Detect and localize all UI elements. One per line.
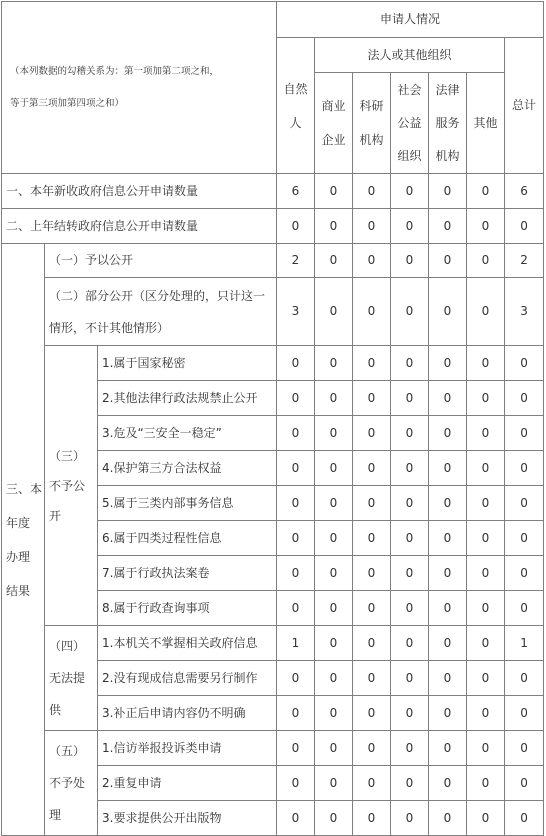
cell-value: 0 xyxy=(353,591,391,626)
cell-value: 1 xyxy=(505,626,544,661)
cell-value: 0 xyxy=(277,696,315,731)
table-row xyxy=(2,278,544,346)
row-label: 二、上年结转政府信息公开申请数量 xyxy=(2,209,277,244)
cell-value: 0 xyxy=(429,696,467,731)
table-row xyxy=(2,346,544,381)
cell-value: 0 xyxy=(315,521,353,556)
cell-value: 0 xyxy=(391,801,429,836)
cell-value: 0 xyxy=(505,766,544,801)
cell-value: 0 xyxy=(391,244,429,278)
cell-value: 0 xyxy=(467,209,505,244)
legal-service-org-header: 法律 服务 机构 xyxy=(429,73,467,174)
government-info-disclosure-table xyxy=(1,1,544,836)
cell-value: 0 xyxy=(429,731,467,766)
cell-value: 0 xyxy=(467,381,505,416)
cell-value: 0 xyxy=(505,451,544,486)
cell-value: 0 xyxy=(429,278,467,346)
row-label: 1.属于国家秘密 xyxy=(98,346,277,381)
cell-value: 0 xyxy=(505,556,544,591)
cell-value: 0 xyxy=(467,346,505,381)
cell-value: 0 xyxy=(505,801,544,836)
row-label: （二）部分公开（区分处理的，只计这一 情形，不计其他情形） xyxy=(45,278,277,346)
cell-value: 0 xyxy=(391,209,429,244)
cell-value: 3 xyxy=(505,278,544,346)
cell-value: 0 xyxy=(391,381,429,416)
cell-value: 0 xyxy=(429,626,467,661)
cell-value: 0 xyxy=(505,486,544,521)
natural-person-header: 自然 人 xyxy=(277,38,315,174)
research-institution-header: 科研 机构 xyxy=(353,73,391,174)
cell-value: 0 xyxy=(391,521,429,556)
cell-value: 0 xyxy=(467,278,505,346)
cell-value: 0 xyxy=(391,661,429,696)
cell-value: 0 xyxy=(353,209,391,244)
cell-value: 0 xyxy=(429,521,467,556)
cell-value: 0 xyxy=(467,626,505,661)
cell-value: 0 xyxy=(429,244,467,278)
cell-value: 0 xyxy=(353,521,391,556)
cell-value: 0 xyxy=(391,556,429,591)
cell-value: 0 xyxy=(429,174,467,209)
cell-value: 3 xyxy=(277,278,315,346)
cell-value: 0 xyxy=(505,731,544,766)
cell-value: 2 xyxy=(277,244,315,278)
cell-value: 0 xyxy=(391,451,429,486)
row-label: （一）予以公开 xyxy=(45,244,277,278)
cell-value: 0 xyxy=(277,486,315,521)
cell-value: 0 xyxy=(391,174,429,209)
cell-value: 0 xyxy=(391,766,429,801)
cell-value: 0 xyxy=(353,766,391,801)
cell-value: 0 xyxy=(315,209,353,244)
row-label: 4.保护第三方合法权益 xyxy=(98,451,277,486)
cell-value: 0 xyxy=(505,209,544,244)
cell-value: 0 xyxy=(391,731,429,766)
cell-value: 0 xyxy=(467,174,505,209)
cell-value: 0 xyxy=(315,486,353,521)
cell-value: 0 xyxy=(277,731,315,766)
cell-value: 0 xyxy=(315,244,353,278)
table-row xyxy=(2,209,544,244)
cell-value: 0 xyxy=(505,591,544,626)
cell-value: 0 xyxy=(429,801,467,836)
cell-value: 0 xyxy=(353,278,391,346)
cell-value: 0 xyxy=(467,591,505,626)
cell-value: 0 xyxy=(315,766,353,801)
cell-value: 0 xyxy=(315,661,353,696)
cell-value: 0 xyxy=(429,209,467,244)
cell-value: 0 xyxy=(315,801,353,836)
cell-value: 0 xyxy=(429,416,467,451)
cell-value: 0 xyxy=(315,278,353,346)
cell-value: 0 xyxy=(391,591,429,626)
row-label: 6.属于四类过程性信息 xyxy=(98,521,277,556)
cell-value: 0 xyxy=(353,801,391,836)
cell-value: 0 xyxy=(315,416,353,451)
cell-value: 0 xyxy=(429,486,467,521)
cell-value: 0 xyxy=(353,731,391,766)
cell-value: 0 xyxy=(315,626,353,661)
cell-value: 0 xyxy=(277,591,315,626)
cell-value: 0 xyxy=(467,486,505,521)
cell-value: 0 xyxy=(277,381,315,416)
cell-value: 6 xyxy=(277,174,315,209)
cell-value: 0 xyxy=(505,381,544,416)
cell-value: 0 xyxy=(277,346,315,381)
cell-value: 0 xyxy=(467,451,505,486)
cell-value: 0 xyxy=(315,731,353,766)
cell-value: 0 xyxy=(467,731,505,766)
total-header: 总计 xyxy=(505,38,544,174)
row-label: 1.信访举报投诉类申请 xyxy=(98,731,277,766)
row-label: 1.本机关不掌握相关政府信息 xyxy=(98,626,277,661)
cell-value: 0 xyxy=(315,556,353,591)
column-relation-note: （本列数据的勾稽关系为：第一项加第二项之和， 等于第三项加第四项之和） xyxy=(2,2,277,174)
section3-label: 三、本 年度 办理 结果 xyxy=(2,244,45,836)
row-label: 3.补正后申请内容仍不明确 xyxy=(98,696,277,731)
row-label: 8.属于行政查询事项 xyxy=(98,591,277,626)
cell-value: 0 xyxy=(277,766,315,801)
cell-value: 0 xyxy=(277,416,315,451)
cell-value: 0 xyxy=(467,801,505,836)
social-welfare-org-header: 社会 公益 组织 xyxy=(391,73,429,174)
table-row xyxy=(2,731,544,766)
cell-value: 0 xyxy=(429,346,467,381)
row-label: 2.重复申请 xyxy=(98,766,277,801)
cell-value: 0 xyxy=(277,451,315,486)
cell-value: 0 xyxy=(315,451,353,486)
cell-value: 0 xyxy=(353,451,391,486)
cell-value: 0 xyxy=(391,346,429,381)
cell-value: 0 xyxy=(429,661,467,696)
row-label: 2.其他法律行政法规禁止公开 xyxy=(98,381,277,416)
other-org-header: 其他 xyxy=(467,73,505,174)
cell-value: 0 xyxy=(353,661,391,696)
cell-value: 0 xyxy=(391,696,429,731)
cell-value: 0 xyxy=(277,801,315,836)
group4-label: （四） 无法提 供 xyxy=(45,626,98,731)
cell-value: 0 xyxy=(353,696,391,731)
cell-value: 0 xyxy=(315,591,353,626)
cell-value: 0 xyxy=(353,486,391,521)
group5-label: （五） 不予处 理 xyxy=(45,731,98,836)
group3-label: （三） 不予公 开 xyxy=(45,346,98,626)
row-label: 2.没有现成信息需要另行制作 xyxy=(98,661,277,696)
cell-value: 0 xyxy=(315,174,353,209)
legal-person-group-header: 法人或其他组织 xyxy=(315,38,505,73)
cell-value: 0 xyxy=(315,381,353,416)
cell-value: 0 xyxy=(429,451,467,486)
commercial-enterprise-header: 商业 企业 xyxy=(315,73,353,174)
table-row xyxy=(2,174,544,209)
cell-value: 0 xyxy=(315,346,353,381)
cell-value: 0 xyxy=(353,416,391,451)
cell-value: 0 xyxy=(277,521,315,556)
cell-value: 0 xyxy=(429,381,467,416)
cell-value: 6 xyxy=(505,174,544,209)
cell-value: 0 xyxy=(277,209,315,244)
cell-value: 0 xyxy=(505,696,544,731)
cell-value: 0 xyxy=(353,626,391,661)
table-row xyxy=(2,626,544,661)
cell-value: 0 xyxy=(353,346,391,381)
row-label: 7.属于行政执法案卷 xyxy=(98,556,277,591)
cell-value: 0 xyxy=(505,346,544,381)
applicant-situation-header: 申请人情况 xyxy=(277,2,544,38)
row-label: 一、本年新收政府信息公开申请数量 xyxy=(2,174,277,209)
cell-value: 1 xyxy=(277,626,315,661)
cell-value: 0 xyxy=(467,416,505,451)
cell-value: 0 xyxy=(505,661,544,696)
cell-value: 0 xyxy=(277,556,315,591)
cell-value: 0 xyxy=(505,521,544,556)
cell-value: 0 xyxy=(353,381,391,416)
cell-value: 0 xyxy=(429,766,467,801)
cell-value: 0 xyxy=(391,626,429,661)
cell-value: 0 xyxy=(467,556,505,591)
cell-value: 0 xyxy=(353,244,391,278)
row-label: 3.要求提供公开出版物 xyxy=(98,801,277,836)
cell-value: 2 xyxy=(505,244,544,278)
cell-value: 0 xyxy=(353,556,391,591)
cell-value: 0 xyxy=(467,244,505,278)
table-row xyxy=(2,244,544,278)
cell-value: 0 xyxy=(467,521,505,556)
cell-value: 0 xyxy=(505,416,544,451)
cell-value: 0 xyxy=(277,661,315,696)
cell-value: 0 xyxy=(467,661,505,696)
cell-value: 0 xyxy=(429,556,467,591)
row-label: 3.危及“三安全一稳定” xyxy=(98,416,277,451)
cell-value: 0 xyxy=(467,696,505,731)
cell-value: 0 xyxy=(391,486,429,521)
cell-value: 0 xyxy=(429,591,467,626)
cell-value: 0 xyxy=(391,278,429,346)
cell-value: 0 xyxy=(391,416,429,451)
cell-value: 0 xyxy=(353,174,391,209)
row-label: 5.属于三类内部事务信息 xyxy=(98,486,277,521)
cell-value: 0 xyxy=(315,696,353,731)
cell-value: 0 xyxy=(467,766,505,801)
